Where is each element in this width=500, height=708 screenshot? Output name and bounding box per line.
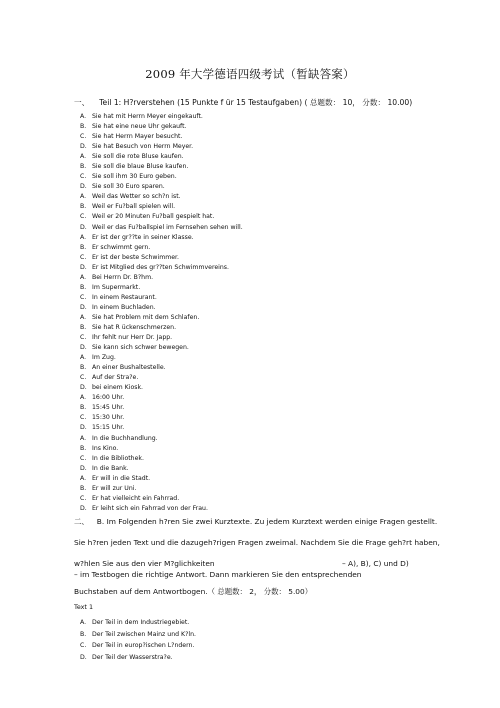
option-item bbox=[80, 393, 460, 403]
option-letter: C. bbox=[80, 334, 87, 342]
option-letter: B. bbox=[80, 323, 87, 331]
section-1-heading bbox=[74, 97, 412, 108]
option-text: Im Zug. bbox=[92, 354, 116, 362]
section-1-heading-text: Teil 1: H?rverstehen (15 Punkte f ür 15 Testaufgaben) ( 总题数： 10， 分数： 10.00) bbox=[99, 98, 413, 107]
option-text: Sie soll die rote Bluse kaufen. bbox=[92, 153, 184, 161]
option-text: Auf der Stra?e. bbox=[92, 374, 139, 382]
section-2-number: 二、 bbox=[74, 517, 89, 526]
option-text: Er will zur Uni. bbox=[92, 484, 137, 492]
section-2-intro-line-4: – im Testbogen die richtige Antwort. Dann markieren Sie den entsprechenden bbox=[74, 570, 362, 579]
option-item bbox=[80, 444, 460, 454]
option-text: 16:00 Uhr. bbox=[92, 394, 125, 402]
option-text: Ihr fehlt nur Herr Dr. Japp. bbox=[92, 334, 173, 342]
option-item bbox=[80, 373, 460, 383]
option-item bbox=[80, 434, 460, 444]
option-text: Sie hat Problem mit dem Schlafen. bbox=[92, 313, 200, 321]
option-text: Er schwimmt gern. bbox=[92, 243, 151, 251]
option-item bbox=[80, 413, 460, 423]
option-letter: D. bbox=[80, 143, 87, 151]
option-item bbox=[80, 464, 460, 474]
option-text: In die Bibliothek. bbox=[92, 454, 144, 462]
option-text: Bei Herrn Dr. B?hm. bbox=[92, 273, 154, 281]
option-item bbox=[80, 353, 460, 363]
option-letter: A. bbox=[80, 619, 87, 626]
option-letter: C. bbox=[80, 293, 87, 301]
option-item bbox=[80, 132, 460, 142]
text-1-label: Text 1 bbox=[74, 603, 94, 611]
option-item bbox=[80, 162, 460, 172]
option-item bbox=[80, 313, 460, 323]
option-letter: A. bbox=[80, 273, 87, 281]
option-letter: D. bbox=[80, 384, 87, 392]
option-text: 15:15 Uhr. bbox=[92, 424, 125, 432]
option-item bbox=[80, 617, 460, 629]
option-item bbox=[80, 172, 460, 182]
option-item bbox=[80, 243, 460, 253]
option-text: Der Teil zwischen Mainz und K?ln. bbox=[92, 630, 196, 638]
option-text: In einem Restaurant. bbox=[92, 293, 157, 301]
option-letter: D. bbox=[80, 263, 87, 271]
section-2-intro-line-5: Buchstaben auf dem Antwortbogen.（ 总题数： 2， 分数： 5.00） bbox=[74, 587, 313, 596]
option-text: Sie soll ihm 30 Euro geben. bbox=[92, 173, 177, 181]
option-text: Der Teil der Wasserstra?e. bbox=[92, 654, 173, 662]
option-item bbox=[80, 223, 460, 233]
option-letter: A. bbox=[80, 313, 87, 321]
section-2-intro-line-3 bbox=[74, 559, 409, 568]
option-item bbox=[80, 333, 460, 343]
option-letter: D. bbox=[80, 344, 87, 352]
option-item bbox=[80, 283, 460, 293]
option-letter: B. bbox=[80, 444, 87, 452]
option-letter: D. bbox=[80, 504, 87, 512]
option-item bbox=[80, 152, 460, 162]
option-letter: B. bbox=[80, 283, 87, 291]
option-text: In einem Buchladen. bbox=[92, 303, 156, 311]
option-item bbox=[80, 629, 460, 641]
option-item bbox=[80, 383, 460, 393]
option-letter: C. bbox=[80, 133, 87, 141]
section-2-intro-line-1 bbox=[74, 516, 437, 527]
option-text: Weil er das Fu?ballspiel im Fernsehen sehen will. bbox=[92, 223, 243, 231]
option-letter: A. bbox=[80, 233, 87, 241]
option-item bbox=[80, 454, 460, 464]
section-2-line-1-text: B. Im Folgenden h?ren Sie zwei Kurztexte. Zu jedem Kurztext werden einige Fragen gestellt. bbox=[96, 517, 438, 526]
option-letter: A. bbox=[80, 394, 87, 402]
option-letter: A. bbox=[80, 434, 87, 442]
option-text: Weil das Wetter so sch?n ist. bbox=[92, 193, 181, 201]
option-item bbox=[80, 494, 460, 504]
option-item bbox=[80, 192, 460, 202]
option-letter: B. bbox=[80, 404, 87, 412]
option-letter: A. bbox=[80, 153, 87, 161]
option-item bbox=[80, 122, 460, 132]
option-letter: B. bbox=[80, 484, 87, 492]
option-text: Sie hat R ückenschmerzen. bbox=[92, 323, 177, 331]
option-letter: C. bbox=[80, 494, 87, 502]
option-letter: A. bbox=[80, 113, 87, 120]
option-letter: D. bbox=[80, 303, 87, 311]
section-1-number: 一、 bbox=[74, 98, 90, 107]
option-text: Sie soll die blaue Bluse kaufen. bbox=[92, 163, 189, 171]
option-item bbox=[80, 112, 460, 122]
option-letter: D. bbox=[80, 424, 87, 432]
option-item bbox=[80, 403, 460, 413]
option-item bbox=[80, 423, 460, 433]
option-text: Sie hat eine neue Uhr gekauft. bbox=[92, 123, 187, 131]
option-item bbox=[80, 484, 460, 494]
option-text: Im Supermarkt. bbox=[92, 283, 141, 291]
option-item bbox=[80, 263, 460, 273]
option-text: Weil er 20 Minuten Fu?ball gespielt hat. bbox=[92, 213, 215, 221]
option-text: Er ist der gr??te in seiner Klasse. bbox=[92, 233, 194, 241]
option-item bbox=[80, 323, 460, 333]
option-item bbox=[80, 343, 460, 353]
option-item bbox=[80, 182, 460, 192]
option-letter: A. bbox=[80, 354, 87, 362]
option-letter: B. bbox=[80, 364, 87, 372]
section-1-options bbox=[80, 112, 460, 514]
text-1-options bbox=[80, 617, 460, 664]
option-letter: A. bbox=[80, 193, 87, 201]
option-text: Ins Kino. bbox=[92, 444, 119, 452]
option-letter: D. bbox=[80, 464, 87, 472]
option-letter: B. bbox=[80, 203, 87, 211]
option-letter: B. bbox=[80, 630, 87, 638]
page-title: 2009 年大学德语四级考试（暂缺答案） bbox=[145, 67, 355, 81]
option-item bbox=[80, 273, 460, 283]
option-text: An einer Bushaltestelle. bbox=[92, 364, 166, 372]
option-letter: B. bbox=[80, 123, 87, 131]
option-item bbox=[80, 233, 460, 243]
option-item bbox=[80, 142, 460, 152]
option-letter: B. bbox=[80, 163, 87, 171]
option-letter: C. bbox=[80, 213, 87, 221]
section-2-line-3-right: – A), B), C) und D) bbox=[342, 559, 409, 568]
option-text: In die Buchhandlung. bbox=[92, 434, 158, 442]
option-letter: C. bbox=[80, 253, 87, 261]
option-text: Der Teil in europ?ischen L?ndern. bbox=[92, 642, 195, 650]
option-letter: C. bbox=[80, 454, 87, 462]
option-text: bei einem Kiosk. bbox=[92, 384, 144, 392]
option-item bbox=[80, 212, 460, 222]
section-2-line-3-left: w?hlen Sie aus den vier M?glichkeiten bbox=[74, 559, 215, 568]
option-item bbox=[80, 363, 460, 373]
option-text: Sie hat Besuch von Herrn Meyer. bbox=[92, 143, 194, 151]
option-text: Sie kann sich schwer bewegen. bbox=[92, 344, 189, 352]
option-item bbox=[80, 474, 460, 484]
option-text: 15:30 Uhr. bbox=[92, 414, 125, 422]
section-2-intro-line-2: Sie h?ren jeden Text und die dazugeh?rigen Fragen zweimal. Nachdem Sie die Frage geh?rt haben, bbox=[74, 538, 440, 547]
option-text: 15:45 Uhr. bbox=[92, 404, 125, 412]
option-item bbox=[80, 652, 460, 664]
option-text: Sie hat Herrn Mayer besucht. bbox=[92, 133, 183, 141]
option-text: Sie hat mit Herrn Meyer eingekauft. bbox=[92, 113, 203, 120]
option-letter: D. bbox=[80, 223, 87, 231]
option-text: Er hat vielleicht ein Fahrrad. bbox=[92, 494, 180, 502]
option-text: Er leiht sich ein Fahrrad von der Frau. bbox=[92, 504, 208, 512]
option-letter: B. bbox=[80, 243, 87, 251]
option-text: In die Bank. bbox=[92, 464, 129, 472]
option-letter: C. bbox=[80, 414, 87, 422]
option-letter: D. bbox=[80, 183, 87, 191]
option-item bbox=[80, 640, 460, 652]
option-letter: C. bbox=[80, 173, 87, 181]
option-item bbox=[80, 303, 460, 313]
option-letter: D. bbox=[80, 654, 87, 662]
option-text: Er ist der beste Schwimmer. bbox=[92, 253, 179, 261]
option-text: Er will in die Stadt. bbox=[92, 474, 151, 482]
option-item bbox=[80, 293, 460, 303]
option-text: Der Teil in dem Industriegebiet. bbox=[92, 619, 190, 626]
option-item bbox=[80, 504, 460, 514]
option-letter: C. bbox=[80, 374, 87, 382]
option-letter: C. bbox=[80, 642, 87, 650]
option-text: Er ist Mitglied des gr??ten Schwimmvereins. bbox=[92, 263, 229, 271]
option-text: Weil er Fu?ball spielen will. bbox=[92, 203, 176, 211]
option-letter: A. bbox=[80, 474, 87, 482]
option-item bbox=[80, 253, 460, 263]
option-item bbox=[80, 202, 460, 212]
option-text: Sie soll 30 Euro sparen. bbox=[92, 183, 165, 191]
